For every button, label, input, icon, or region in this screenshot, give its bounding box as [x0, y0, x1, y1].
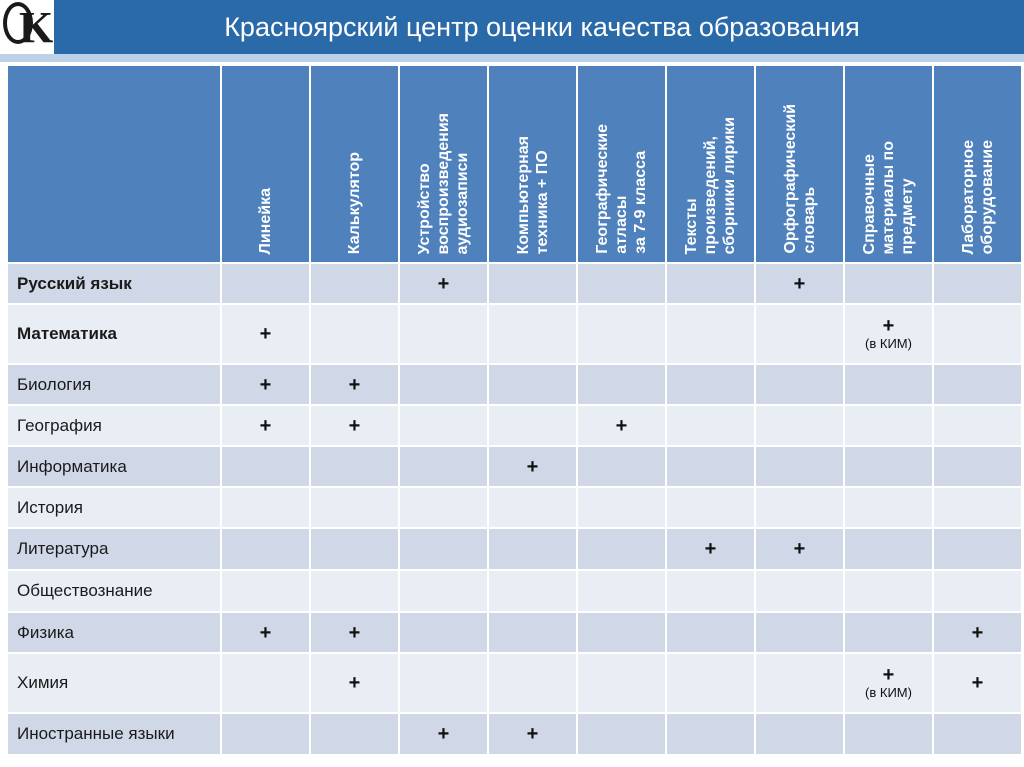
mark-cell — [577, 487, 666, 528]
mark-cell — [310, 405, 399, 446]
table-row — [7, 304, 1022, 364]
mark-cell — [666, 364, 755, 405]
plus-mark: + — [526, 723, 539, 745]
subject-cell: Физика — [7, 612, 221, 653]
mark-cell — [399, 713, 488, 755]
plus-mark: + — [348, 414, 361, 437]
mark-cell — [221, 446, 310, 487]
mark-cell — [844, 304, 933, 364]
plus-mark: + — [971, 672, 984, 694]
mark-cell — [221, 364, 310, 405]
mark-cell — [844, 487, 933, 528]
mark-cell — [310, 446, 399, 487]
plus-mark: + — [437, 272, 450, 295]
mark-cell — [577, 570, 666, 612]
header-row — [7, 65, 1022, 263]
mark-cell — [666, 570, 755, 612]
plus-mark: + — [437, 723, 450, 745]
column-header-label: Лабораторное оборудование — [959, 139, 996, 254]
mark-cell — [933, 653, 1022, 713]
mark-cell — [844, 405, 933, 446]
column-header-label: Орфографический словарь — [781, 104, 818, 254]
mark-cell — [755, 570, 844, 612]
column-header-label: Географические атласы за 7-9 класса — [594, 124, 649, 254]
mark-cell — [399, 487, 488, 528]
subject-cell: Биология — [7, 364, 221, 405]
kim-note: (в КИМ) — [865, 685, 912, 700]
mark-cell — [666, 263, 755, 304]
subject-cell: Химия — [7, 653, 221, 713]
mark-cell — [577, 713, 666, 755]
mark-cell — [221, 713, 310, 755]
mark-cell — [221, 487, 310, 528]
mark-cell — [310, 612, 399, 653]
subject-cell: География — [7, 405, 221, 446]
mark-cell — [577, 304, 666, 364]
mark-cell — [310, 653, 399, 713]
column-header — [844, 65, 933, 263]
table-body — [7, 263, 1022, 755]
mark-cell — [221, 528, 310, 570]
mark-cell — [399, 263, 488, 304]
mark-cell — [221, 653, 310, 713]
mark-cell — [755, 653, 844, 713]
subject-cell: Русский язык — [7, 263, 221, 304]
mark-cell — [666, 528, 755, 570]
plus-mark: + — [259, 621, 272, 644]
mark-cell — [844, 446, 933, 487]
plus-mark: + — [704, 538, 717, 560]
subject-cell: Иностранные языки — [7, 713, 221, 755]
mark-cell — [488, 612, 577, 653]
mark-cell — [933, 570, 1022, 612]
mark-cell — [666, 405, 755, 446]
mark-cell — [310, 364, 399, 405]
plus-mark: + — [259, 373, 272, 396]
mark-cell — [310, 263, 399, 304]
materials-table — [6, 64, 1023, 756]
mark-cell — [221, 304, 310, 364]
mark-cell — [399, 304, 488, 364]
column-header-label: Тексты произведений, сборники лирики — [683, 116, 738, 254]
mark-cell — [755, 528, 844, 570]
mark-cell — [844, 713, 933, 755]
mark-cell — [488, 405, 577, 446]
table-row — [7, 446, 1022, 487]
mark-cell — [844, 263, 933, 304]
kim-note: (в КИМ) — [865, 336, 912, 351]
mark-cell — [933, 446, 1022, 487]
table-row — [7, 570, 1022, 612]
title-bar — [0, 0, 1024, 54]
plus-mark: + — [348, 373, 361, 396]
plus-mark: + — [793, 538, 806, 560]
mark-cell — [577, 263, 666, 304]
mark-cell — [666, 304, 755, 364]
okk-logo — [0, 0, 54, 54]
table-row — [7, 487, 1022, 528]
mark-cell — [221, 570, 310, 612]
subject-cell: Информатика — [7, 446, 221, 487]
title-underline — [0, 54, 1024, 62]
mark-cell — [755, 446, 844, 487]
subject-cell: Литература — [7, 528, 221, 570]
column-header — [577, 65, 666, 263]
logo-letter-k: K — [19, 3, 54, 52]
column-header-label: Устройство воспроизведения аудиозаписи — [416, 112, 471, 254]
mark-cell — [310, 487, 399, 528]
table-row — [7, 364, 1022, 405]
mark-cell — [221, 612, 310, 653]
mark-cell — [221, 405, 310, 446]
mark-cell — [933, 612, 1022, 653]
plus-mark: + — [793, 272, 806, 295]
page-title: Красноярский центр оценки качества образования — [224, 12, 860, 42]
mark-cell — [933, 405, 1022, 446]
mark-cell — [577, 612, 666, 653]
mark-cell — [488, 528, 577, 570]
column-header — [933, 65, 1022, 263]
column-header-label: Справочные материалы по предмету — [861, 140, 916, 254]
plus-mark: + — [526, 455, 539, 478]
mark-cell — [933, 713, 1022, 755]
plus-mark: + — [348, 672, 361, 694]
mark-cell — [310, 528, 399, 570]
mark-cell — [844, 570, 933, 612]
plus-mark: + — [882, 664, 895, 686]
mark-cell — [666, 653, 755, 713]
table-row — [7, 612, 1022, 653]
table-row — [7, 713, 1022, 755]
column-header — [221, 65, 310, 263]
mark-cell — [755, 263, 844, 304]
mark-cell — [577, 364, 666, 405]
mark-cell — [755, 364, 844, 405]
mark-cell — [399, 612, 488, 653]
mark-cell — [844, 364, 933, 405]
plus-mark: + — [259, 323, 272, 345]
mark-cell — [488, 570, 577, 612]
table-row — [7, 263, 1022, 304]
mark-cell — [399, 653, 488, 713]
corner-cell — [7, 65, 221, 263]
mark-cell — [488, 263, 577, 304]
mark-cell — [577, 446, 666, 487]
mark-cell — [755, 612, 844, 653]
column-header — [488, 65, 577, 263]
plus-mark: + — [348, 621, 361, 644]
plus-mark: + — [882, 315, 895, 337]
subject-cell: Математика — [7, 304, 221, 364]
mark-cell — [933, 263, 1022, 304]
plus-mark: + — [259, 414, 272, 437]
subject-cell: Обществознание — [7, 570, 221, 612]
column-header — [755, 65, 844, 263]
mark-cell — [666, 612, 755, 653]
mark-cell — [933, 304, 1022, 364]
plus-mark: + — [615, 414, 628, 437]
column-header — [666, 65, 755, 263]
mark-cell — [399, 528, 488, 570]
column-header-label: Калькулятор — [346, 151, 363, 254]
mark-cell — [488, 713, 577, 755]
mark-cell — [844, 528, 933, 570]
mark-cell — [310, 713, 399, 755]
mark-cell — [755, 304, 844, 364]
mark-cell — [844, 612, 933, 653]
mark-cell — [755, 713, 844, 755]
mark-cell — [399, 446, 488, 487]
mark-cell — [666, 713, 755, 755]
mark-cell — [577, 405, 666, 446]
mark-cell — [488, 653, 577, 713]
table-row — [7, 528, 1022, 570]
mark-cell — [933, 487, 1022, 528]
mark-cell — [310, 304, 399, 364]
mark-cell — [488, 446, 577, 487]
mark-cell — [933, 364, 1022, 405]
table-row — [7, 653, 1022, 713]
mark-cell — [399, 405, 488, 446]
mark-cell — [488, 364, 577, 405]
plus-mark: + — [971, 621, 984, 644]
mark-cell — [399, 570, 488, 612]
mark-cell — [577, 653, 666, 713]
column-header-label: Линейка — [257, 187, 274, 254]
table-row — [7, 405, 1022, 446]
mark-cell — [221, 263, 310, 304]
mark-cell — [666, 446, 755, 487]
mark-cell — [666, 487, 755, 528]
subject-cell: История — [7, 487, 221, 528]
mark-cell — [399, 364, 488, 405]
mark-cell — [310, 570, 399, 612]
mark-cell — [488, 487, 577, 528]
column-header — [310, 65, 399, 263]
mark-cell — [488, 304, 577, 364]
mark-cell — [844, 653, 933, 713]
column-header — [399, 65, 488, 263]
mark-cell — [755, 487, 844, 528]
mark-cell — [577, 528, 666, 570]
mark-cell — [755, 405, 844, 446]
column-header-label: Компьютерная техника + ПО — [514, 135, 551, 254]
mark-cell — [933, 528, 1022, 570]
